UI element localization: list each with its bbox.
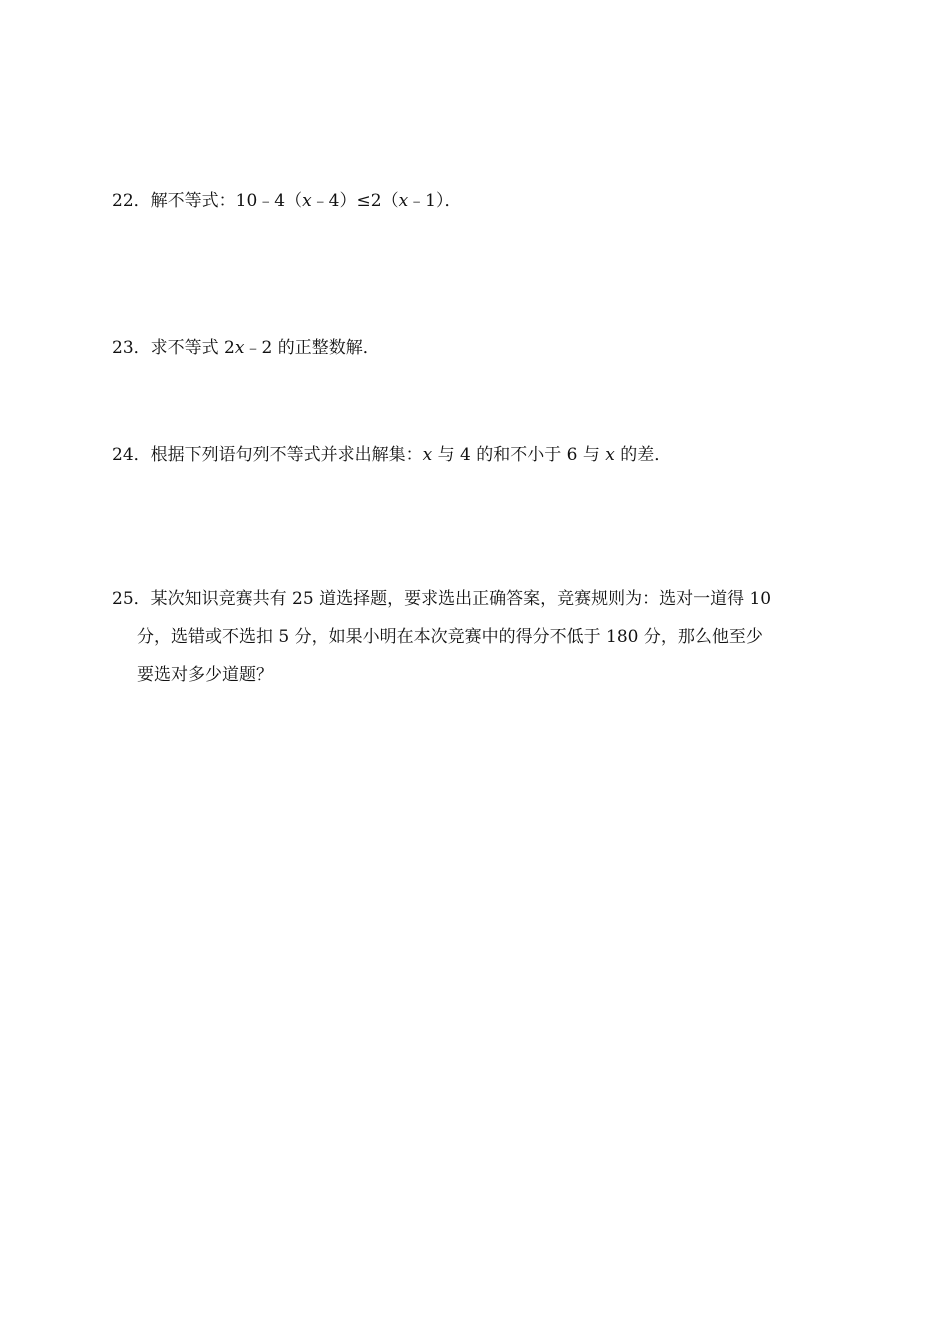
question-text: 根据下列语句列不等式并求出解集：: [150, 445, 423, 465]
question-line: [112, 580, 842, 618]
question-text: ﹣4）≤2（: [311, 191, 399, 211]
question-text: ﹣1）．: [408, 191, 462, 211]
question-number: 23．: [112, 338, 151, 358]
variable-x: x: [302, 191, 312, 211]
question-number: 22．: [112, 191, 151, 211]
question-line: 分，选错或不选扣 5 分，如果小明在本次竞赛中的得分不低于 180 分，那么他至少: [137, 627, 763, 647]
question-24: [112, 436, 842, 474]
variable-x: x: [605, 445, 615, 465]
question-text: 某次知识竞赛共有 25 道选择题，要求选出正确答案，竞赛规则为：选对一道得 10: [150, 589, 772, 609]
question-text: 与 4 的和不小于 6 与: [432, 445, 606, 465]
question-23: [112, 329, 842, 367]
question-text: 求不等式 2: [150, 338, 235, 358]
question-25: [112, 580, 842, 694]
question-number: 25．: [112, 589, 151, 609]
variable-x: x: [234, 338, 245, 358]
question-line: 要选对多少道题？: [137, 665, 273, 685]
question-text: 解不等式：10﹣4（: [150, 191, 303, 211]
question-text: ﹣2 的正整数解．: [244, 338, 380, 358]
question-22: [112, 182, 842, 220]
variable-x: x: [398, 191, 409, 211]
variable-x: x: [422, 445, 433, 465]
question-text: 的差．: [614, 445, 672, 465]
question-number: 24．: [112, 445, 151, 465]
